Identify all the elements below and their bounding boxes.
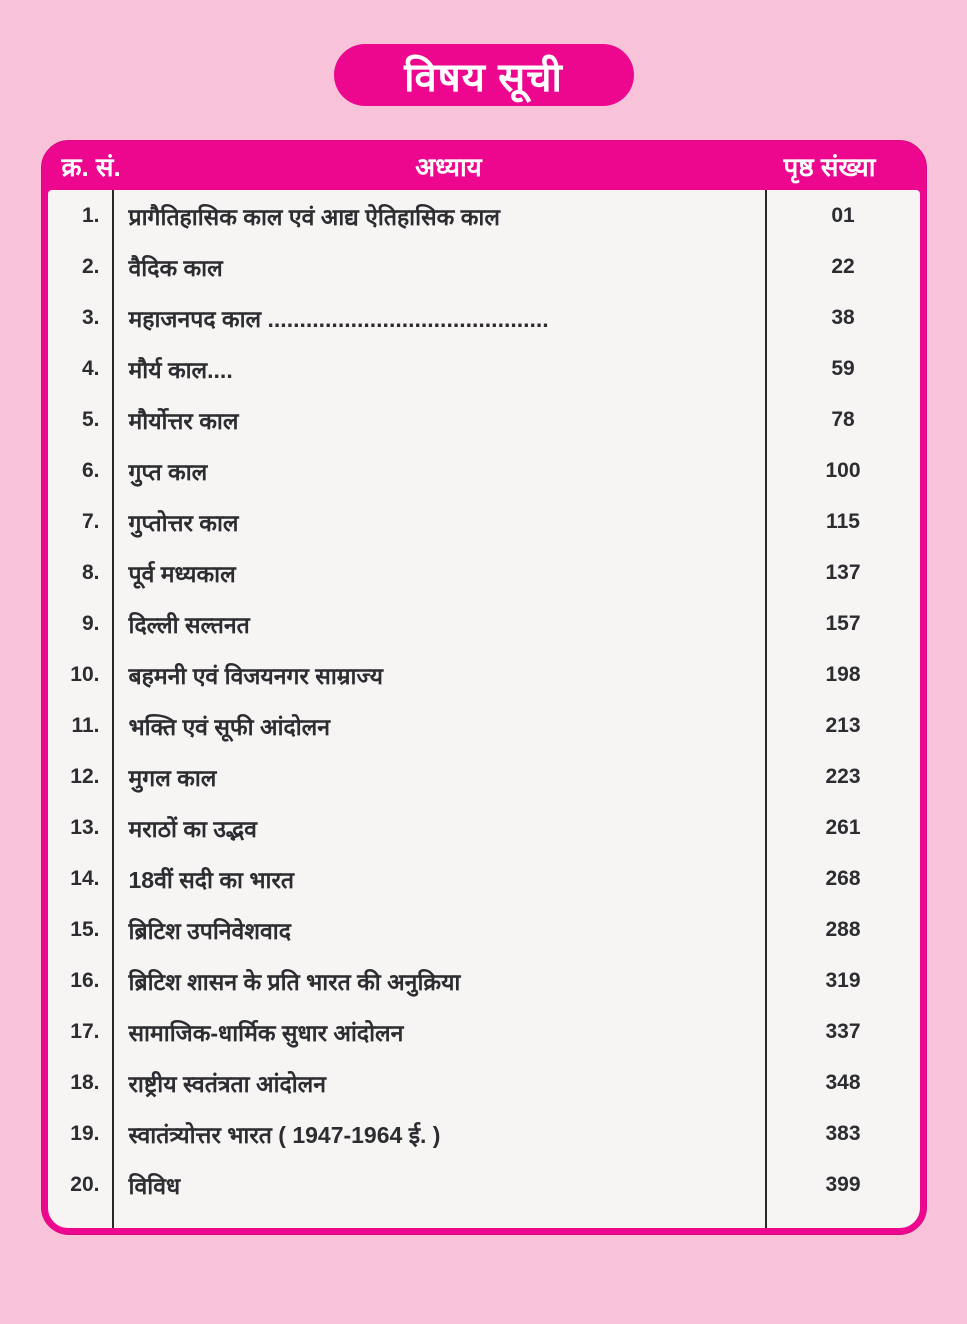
row-page-number: 78: [831, 407, 855, 431]
table-row: [48, 1108, 920, 1159]
row-chapter-title: भक्ति एवं सूफी आंदोलन: [114, 700, 767, 751]
row-serial-number: 9.: [48, 598, 114, 649]
row-chapter-title: 18वीं सदी का भारत: [114, 853, 767, 904]
row-serial-number: 11.: [48, 700, 114, 751]
table-row: [48, 751, 920, 802]
table-row: [48, 343, 920, 394]
table-row: [48, 649, 920, 700]
row-page-number: 38: [831, 305, 855, 329]
filler-serial-cell: [48, 1210, 114, 1228]
filler-chapter-cell: [114, 1210, 767, 1228]
table-row: [48, 190, 920, 241]
row-serial-number: 3.: [48, 292, 114, 343]
row-serial-number: 16.: [48, 955, 114, 1006]
table-row: [48, 802, 920, 853]
toc-table: [41, 140, 927, 1235]
row-serial-number: 18.: [48, 1057, 114, 1108]
row-page-number: 383: [825, 1121, 861, 1145]
column-header-page: पृष्ठ संख्या: [783, 151, 876, 182]
row-chapter-title: ब्रिटिश शासन के प्रति भारत की अनुक्रिया: [114, 955, 767, 1006]
row-page-number: 157: [825, 611, 861, 635]
row-chapter-title: मौर्य काल....: [114, 343, 767, 394]
row-chapter-title: गुप्तोत्तर काल: [114, 496, 767, 547]
toc-table-body: [48, 190, 920, 1228]
page-title: विषय सूची: [334, 44, 634, 106]
row-chapter-title: मौर्योत्तर काल: [114, 394, 767, 445]
table-row: [48, 445, 920, 496]
table-row: [48, 598, 920, 649]
table-row: [48, 496, 920, 547]
row-page-number: 100: [825, 458, 861, 482]
table-row: [48, 904, 920, 955]
row-serial-number: 13.: [48, 802, 114, 853]
table-row: [48, 955, 920, 1006]
row-page-number: 268: [825, 866, 861, 890]
row-page-number: 01: [831, 203, 855, 227]
row-serial-number: 14.: [48, 853, 114, 904]
table-row: [48, 547, 920, 598]
row-page-number: 337: [825, 1019, 861, 1043]
row-chapter-title: राष्ट्रीय स्वतंत्रता आंदोलन: [114, 1057, 767, 1108]
filler-page-cell: [767, 1210, 920, 1228]
row-page-number: 399: [825, 1172, 861, 1196]
row-serial-number: 10.: [48, 649, 114, 700]
row-serial-number: 20.: [48, 1159, 114, 1210]
row-chapter-title: सामाजिक-धार्मिक सुधार आंदोलन: [114, 1006, 767, 1057]
row-chapter-title: प्रागैतिहासिक काल एवं आद्य ऐतिहासिक काल: [114, 190, 767, 241]
row-chapter-title: दिल्ली सल्तनत: [114, 598, 767, 649]
table-row: [48, 292, 920, 343]
row-page-number: 223: [825, 764, 861, 788]
toc-table-header: [48, 141, 920, 190]
table-row: [48, 700, 920, 751]
row-page-number: 261: [825, 815, 861, 839]
row-page-number: 213: [825, 713, 861, 737]
table-row: [48, 1006, 920, 1057]
row-chapter-title: विविध: [114, 1159, 767, 1210]
column-header-chapter: अध्याय: [415, 151, 482, 182]
row-serial-number: 6.: [48, 445, 114, 496]
row-chapter-title: मुगल काल: [114, 751, 767, 802]
toc-page: [0, 44, 967, 1235]
column-header-serial: क्र. सं.: [61, 151, 121, 182]
row-page-number: 288: [825, 917, 861, 941]
row-chapter-title: मराठों का उद्भव: [114, 802, 767, 853]
row-serial-number: 1.: [48, 190, 114, 241]
row-serial-number: 8.: [48, 547, 114, 598]
row-chapter-title: स्वातंत्र्योत्तर भारत ( 1947-1964 ई. ): [114, 1108, 767, 1159]
row-page-number: 348: [825, 1070, 861, 1094]
row-serial-number: 12.: [48, 751, 114, 802]
row-serial-number: 4.: [48, 343, 114, 394]
row-page-number: 198: [825, 662, 861, 686]
row-serial-number: 15.: [48, 904, 114, 955]
row-page-number: 115: [826, 509, 860, 533]
row-serial-number: 2.: [48, 241, 114, 292]
row-page-number: 319: [825, 968, 861, 992]
table-row: [48, 1159, 920, 1210]
table-row: [48, 1057, 920, 1108]
row-chapter-title: वैदिक काल: [114, 241, 767, 292]
row-page-number: 22: [831, 254, 855, 278]
row-chapter-title: बहमनी एवं विजयनगर साम्राज्य: [114, 649, 767, 700]
row-serial-number: 19.: [48, 1108, 114, 1159]
table-row: [48, 853, 920, 904]
row-serial-number: 17.: [48, 1006, 114, 1057]
row-page-number: 59: [831, 356, 855, 380]
table-bottom-filler: [48, 1210, 920, 1228]
table-row: [48, 241, 920, 292]
row-serial-number: 5.: [48, 394, 114, 445]
row-chapter-title: ब्रिटिश उपनिवेशवाद: [114, 904, 767, 955]
row-chapter-title: पूर्व मध्यकाल: [114, 547, 767, 598]
row-page-number: 137: [825, 560, 861, 584]
row-serial-number: 7.: [48, 496, 114, 547]
row-chapter-title: महाजनपद काल ............................................: [114, 292, 767, 343]
row-chapter-title: गुप्त काल: [114, 445, 767, 496]
table-row: [48, 394, 920, 445]
